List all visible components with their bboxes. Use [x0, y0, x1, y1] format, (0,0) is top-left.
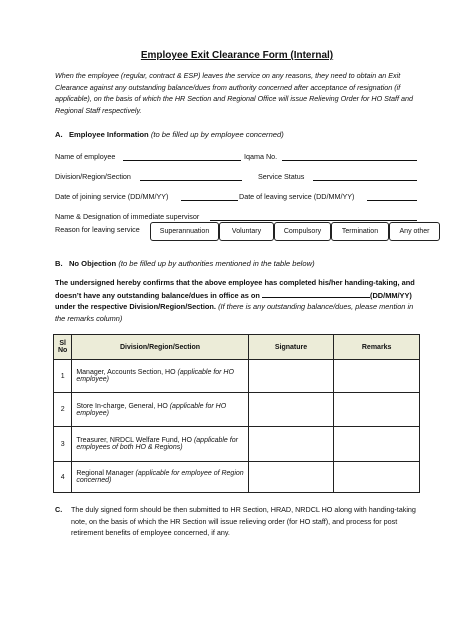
joining-date-label: Date of joining service (DD/MM/YY) — [55, 192, 169, 201]
row-number: 3 — [54, 427, 72, 462]
intro-paragraph: When the employee (regular, contract & ESP) leaves the service on any reasons, they need to obtain an Exit Clearance against any outstanding balance/dues from authority concerned after acceptance of resignation (if applicable), on the basis of which the HR Section and Regional Office will issue Relieving Order for HO Staff and Regional Staff respectively. — [55, 71, 413, 115]
section-c-letter: C. — [55, 505, 63, 514]
signature-cell[interactable] — [248, 427, 334, 462]
reason-label: Reason for leaving service — [55, 225, 140, 234]
section-a-note: (to be filled up by employee concerned) — [150, 130, 284, 139]
section-c — [55, 504, 427, 539]
service-status-field[interactable] — [313, 180, 417, 181]
signature-cell[interactable] — [248, 393, 334, 427]
header-sl-no: Sl No — [54, 335, 72, 360]
section-a-letter: A. — [55, 130, 63, 139]
reason-option-compulsory[interactable]: Compulsory — [274, 222, 331, 241]
declaration-scope: under the respective Division/Region/Section. — [55, 302, 216, 312]
leaving-date-field[interactable] — [367, 200, 417, 201]
row-authority: Manager, Accounts Section, HO (applicable for HO employee) — [72, 360, 248, 393]
declaration-date-field[interactable] — [262, 289, 370, 298]
section-a-title: Employee Information — [68, 130, 149, 139]
section-a-heading — [55, 130, 284, 139]
reason-option-termination[interactable]: Termination — [331, 222, 389, 241]
declaration-paragraph — [55, 277, 425, 325]
division-label: Division/Region/Section — [55, 172, 131, 181]
declaration-remarks-note: (If there is any outstanding balance/dues, please mention in the remarks column) — [55, 302, 414, 324]
form-title: Employee Exit Clearance Form (Internal) — [140, 50, 334, 61]
iqama-label: Iqama No. — [244, 152, 278, 161]
reason-option-superannuation[interactable]: Superannuation — [150, 222, 219, 241]
declaration-date-format: (DD/MM/YY) — [370, 290, 412, 300]
section-b-title: No Objection — [68, 259, 117, 268]
remarks-cell[interactable] — [334, 360, 420, 393]
row-number: 1 — [54, 360, 72, 393]
row-number: 2 — [54, 393, 72, 427]
remarks-cell[interactable] — [334, 427, 420, 462]
section-c-text: The duly signed form should be then submitted to HR Section, HRAD, NRDCL HO along with handing-taking note, on the basis of which the HR Section will issue relieving order (for HO staff), and process for post retirement benefits of employee concerned, if any. — [71, 505, 416, 538]
section-b-note: (to be filled up by authorities mentioned in the table below) — [118, 259, 315, 268]
row-authority: Regional Manager (applicable for employee of Region concerned) — [72, 462, 248, 493]
division-field[interactable] — [140, 180, 242, 181]
service-status-label: Service Status — [258, 172, 305, 181]
section-b-letter: B. — [55, 259, 63, 268]
table-row — [54, 427, 420, 462]
row-authority: Treasurer, NRDCL Welfare Fund, HO (applicable for employees of both HO & Regions) — [72, 427, 248, 462]
supervisor-label: Name & Designation of immediate supervisor — [55, 212, 200, 221]
header-division: Division/Region/Section — [72, 335, 248, 360]
supervisor-field[interactable] — [210, 220, 417, 221]
clearance-table — [53, 334, 420, 493]
iqama-field[interactable] — [282, 160, 417, 161]
remarks-cell[interactable] — [334, 393, 420, 427]
table-row — [54, 393, 420, 427]
joining-date-field[interactable] — [181, 200, 238, 201]
signature-cell[interactable] — [248, 462, 334, 493]
name-label: Name of employee — [55, 152, 116, 161]
reason-option-voluntary[interactable]: Voluntary — [219, 222, 274, 241]
table-row — [54, 462, 420, 493]
header-signature: Signature — [248, 335, 334, 360]
row-authority: Store In-charge, General, HO (applicable for HO employee) — [72, 393, 248, 427]
signature-cell[interactable] — [248, 360, 334, 393]
table-row — [54, 360, 420, 393]
remarks-cell[interactable] — [334, 462, 420, 493]
name-field[interactable] — [123, 160, 241, 161]
table-header-row — [54, 335, 420, 360]
reason-option-any-other[interactable]: Any other — [389, 222, 440, 241]
header-remarks: Remarks — [334, 335, 420, 360]
section-b-heading — [55, 259, 315, 268]
declaration-text: The undersigned hereby confirms that the above employee has completed his/her handing-taking, and doesn’t have any outstanding balance/dues in office as on — [55, 278, 415, 300]
leaving-date-label: Date of leaving service (DD/MM/YY) — [239, 192, 355, 201]
row-number: 4 — [54, 462, 72, 493]
